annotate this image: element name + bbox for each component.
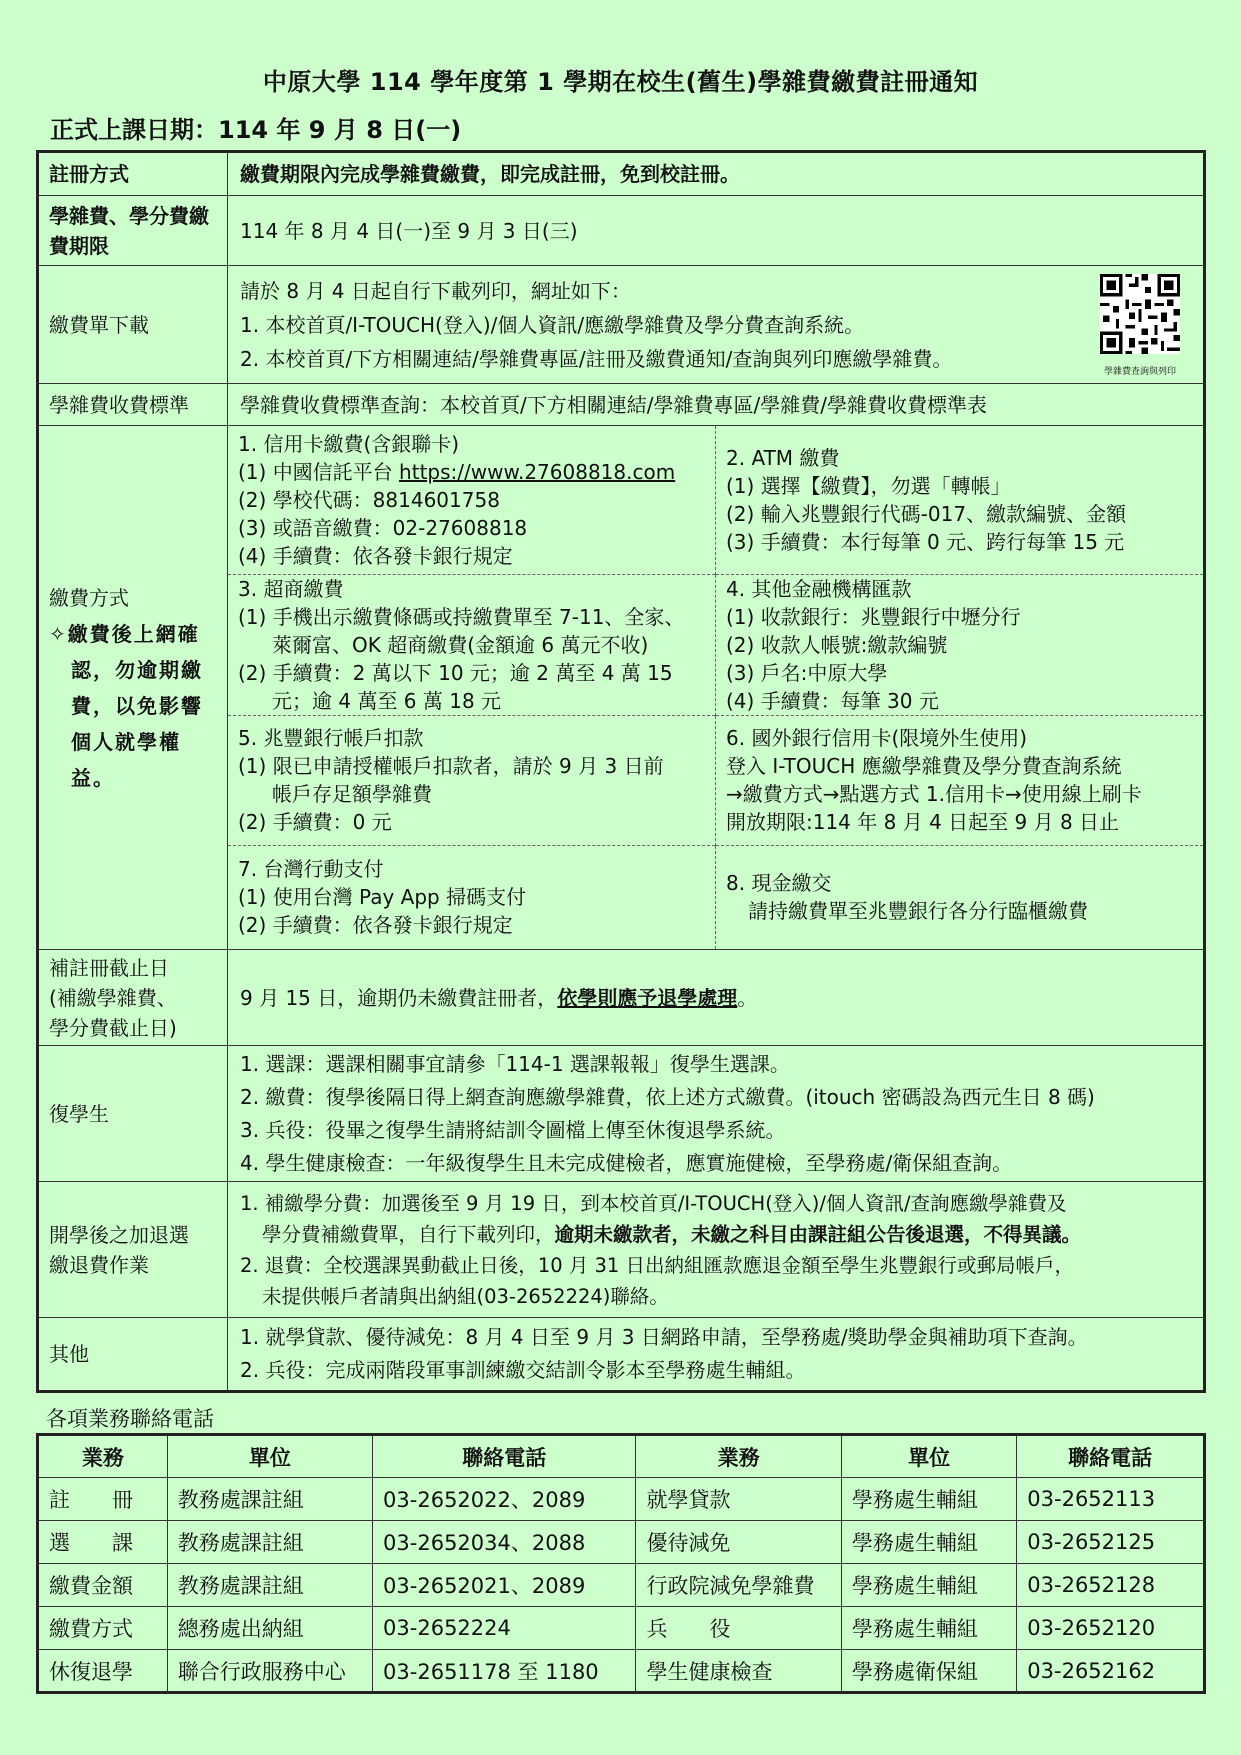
methods-note-line: 認，勿逾期繳 xyxy=(71,657,203,682)
method-line xyxy=(238,458,705,486)
contacts-header: 聯絡電話 xyxy=(373,1435,636,1478)
method-foreign-card xyxy=(716,715,1204,845)
contact-service: 就學貸款 xyxy=(636,1478,841,1521)
adddrop-line: 未提供帳戶者請與出納組(03-2652224)聯絡。 xyxy=(262,1284,669,1308)
method-line: 帳戶存足額學雜費 xyxy=(272,782,432,806)
method-line: (3) 戶名:中原大學 xyxy=(726,660,888,685)
adddrop-label-line: 繳退費作業 xyxy=(49,1252,149,1277)
contact-unit: 總務處出納組 xyxy=(167,1607,372,1650)
table-row xyxy=(38,1478,1205,1521)
method-credit-card xyxy=(228,426,716,574)
deadline-text: 114 年 8 月 4 日(一)至 9 月 3 日(三) xyxy=(228,196,1205,266)
methods-grid-cell xyxy=(228,426,1205,950)
contact-unit: 聯合行政服務中心 xyxy=(167,1650,372,1693)
contacts-table xyxy=(36,1433,1206,1694)
resume-line: 3. 兵役：役畢之復學生請將結訓令圖檔上傳至休復退學系統。 xyxy=(240,1117,786,1142)
method-line: (1) 手機出示繳費條碼或持繳費單至 7-11、全家、 xyxy=(238,604,685,629)
row-resume-students xyxy=(38,1046,1205,1182)
method-title: 4. 其他金融機構匯款 xyxy=(726,576,912,601)
standard-text: 學雜費收費標準查詢：本校首頁/下方相關連結/學雜費專區/學雜費/學雜費收費標準表 xyxy=(228,384,1205,426)
contact-service: 選 課 xyxy=(38,1521,168,1564)
contact-service: 行政院減免學雜費 xyxy=(636,1564,841,1607)
download-line: 請於 8 月 4 日起自行下載列印，網址如下： xyxy=(240,278,631,303)
method-line: (2) 手續費：依各發卡銀行規定 xyxy=(238,913,513,938)
contacts-header: 業務 xyxy=(38,1435,168,1478)
contact-unit: 教務處課註組 xyxy=(167,1521,372,1564)
contact-service: 繳費方式 xyxy=(38,1607,168,1650)
method-line: (3) 或語音繳費：02-27608818 xyxy=(238,515,528,540)
late-label xyxy=(38,950,228,1046)
method-line: 請持繳費單至兆豐銀行各分行臨櫃繳費 xyxy=(748,899,1088,924)
contact-unit: 學務處生輔組 xyxy=(841,1521,1016,1564)
contacts-header-row xyxy=(38,1435,1205,1478)
other-label: 其他 xyxy=(38,1318,228,1392)
resume-content xyxy=(228,1046,1205,1182)
resume-line: 1. 選課：選課相關事宜請參「114-1 選課報報」復學生選課。 xyxy=(240,1051,790,1076)
resume-line: 2. 繳費：復學後隔日得上網查詢應繳學雜費，依上述方式繳費。(itouch 密碼設為西元生日 8 碼) xyxy=(240,1084,1095,1109)
method-remittance xyxy=(716,574,1204,715)
download-line: 1. 本校首頁/I-TOUCH(登入)/個人資訊/應繳學雜費及學分費查詢系統。 xyxy=(240,312,865,337)
contacts-header: 業務 xyxy=(636,1435,841,1478)
method-title: 8. 現金繳交 xyxy=(726,871,832,896)
other-line: 1. 就學貸款、優待減免：8 月 4 日至 9 月 3 日網路申請，至學務處/獎助學金與補助項下查詢。 xyxy=(240,1325,1088,1349)
method-line: →繳費方式→點選方式 1.信用卡→使用線上刷卡 xyxy=(726,782,1142,806)
late-label-line: (補繳學雜費、 xyxy=(49,985,177,1010)
method-line: 萊爾富、OK 超商繳費(金額逾 6 萬元不收) xyxy=(272,632,649,657)
adddrop-line xyxy=(240,1219,1191,1250)
row-download xyxy=(38,266,1205,384)
method-line: (1) 限已申請授權帳戶扣款者，請於 9 月 3 日前 xyxy=(238,754,664,778)
method-atm xyxy=(716,426,1204,574)
qr-code-icon[interactable] xyxy=(1100,274,1180,354)
contact-unit: 教務處課註組 xyxy=(167,1478,372,1521)
download-content xyxy=(228,266,1205,384)
method-title: 5. 兆豐銀行帳戶扣款 xyxy=(238,726,424,750)
contact-phone: 03-2652113 xyxy=(1017,1478,1205,1521)
resume-label: 復學生 xyxy=(38,1046,228,1182)
method-line: (2) 手續費：2 萬以下 10 元；逾 2 萬至 4 萬 15 xyxy=(238,660,673,685)
contact-phone: 03-2652034、2088 xyxy=(373,1521,636,1564)
table-row xyxy=(38,1564,1205,1607)
late-text-suffix: 。 xyxy=(737,985,758,1010)
notice-table xyxy=(36,150,1206,1393)
row-standard xyxy=(38,384,1205,426)
contact-phone: 03-2652128 xyxy=(1017,1564,1205,1607)
contact-service: 優待減免 xyxy=(636,1521,841,1564)
methods-note-line: 費，以免影響 xyxy=(71,693,203,718)
credit-card-link[interactable]: https://www.27608818.com xyxy=(399,459,676,484)
method-mobile-pay xyxy=(228,845,716,949)
method-line: (1) 收款銀行：兆豐銀行中壢分行 xyxy=(726,604,1021,629)
contacts-header: 單位 xyxy=(841,1435,1016,1478)
register-text: 繳費期限內完成學雜費繳費，即完成註冊，免到校註冊。 xyxy=(228,152,1205,196)
methods-label-cell xyxy=(38,426,228,950)
method-cash xyxy=(716,845,1204,949)
other-line: 2. 兵役：完成兩階段軍事訓練繳交結訓令影本至學務處生輔組。 xyxy=(240,1358,806,1382)
table-row xyxy=(38,1607,1205,1650)
method-line: 登入 I-TOUCH 應繳學雜費及學分費查詢系統 xyxy=(726,754,1122,778)
method-line: (1) 使用台灣 Pay App 掃碼支付 xyxy=(238,885,527,910)
methods-label: 繳費方式 xyxy=(49,585,129,610)
method-line: (4) 手續費：每筆 30 元 xyxy=(726,688,939,713)
methods-note-line: 個人就學權 xyxy=(71,729,181,754)
download-line: 2. 本校首頁/下方相關連結/學雜費專區/註冊及繳費通知/查詢與列印應繳學雜費。 xyxy=(240,346,953,371)
method-convenience-store xyxy=(228,574,716,715)
contact-phone: 03-2652125 xyxy=(1017,1521,1205,1564)
late-label-line: 學分費截止日) xyxy=(49,1015,177,1040)
other-content xyxy=(228,1318,1205,1392)
adddrop-line: 2. 退費：全校選課異動截止日後，10 月 31 日出納組匯款應退金額至學生兆豐銀行或郵局帳戶， xyxy=(240,1253,1075,1277)
late-label-line: 補註冊截止日 xyxy=(49,955,169,980)
resume-line: 4. 學生健康檢查：一年級復學生且未完成健檢者，應實施健檢，至學務處/衛保組查詢。 xyxy=(240,1150,1013,1175)
page-title: 中原大學 114 學年度第 1 學期在校生(舊生)學雜費繳費註冊通知 xyxy=(262,68,979,96)
contact-phone: 03-2652162 xyxy=(1017,1650,1205,1693)
row-methods xyxy=(38,426,1205,950)
contact-unit: 學務處衛保組 xyxy=(841,1650,1016,1693)
register-label: 註冊方式 xyxy=(38,152,228,196)
row-other xyxy=(38,1318,1205,1392)
download-label: 繳費單下載 xyxy=(38,266,228,384)
adddrop-line: 1. 補繳學分費：加選後至 9 月 19 日，到本校首頁/I-TOUCH(登入)/個人資訊/查詢應繳學雜費及 xyxy=(240,1191,1067,1215)
adddrop-label xyxy=(38,1182,228,1318)
method-title: 6. 國外銀行信用卡(限境外生使用) xyxy=(726,726,1028,750)
contact-unit: 學務處生輔組 xyxy=(841,1564,1016,1607)
method-line: (1) 選擇【繳費】，勿選「轉帳」 xyxy=(726,473,1011,498)
methods-grid xyxy=(228,426,1203,949)
contacts-header: 單位 xyxy=(167,1435,372,1478)
methods-note-line: 益。 xyxy=(71,765,115,790)
row-deadline xyxy=(38,196,1205,266)
late-text xyxy=(228,950,1205,1046)
method-line: (4) 手續費：依各發卡銀行規定 xyxy=(238,543,513,568)
method-line: (2) 輸入兆豐銀行代碼-017、繳款編號、金額 xyxy=(726,501,1127,526)
methods-note-line: ✧繳費後上網確 xyxy=(49,621,200,646)
standard-label: 學雜費收費標準 xyxy=(38,384,228,426)
contact-phone: 03-2652021、2089 xyxy=(373,1564,636,1607)
methods-note xyxy=(49,616,215,796)
adddrop-line-emphasis: 逾期未繳款者，未繳之科目由課註組公告後退選，不得異議。 xyxy=(554,1222,1082,1246)
row-add-drop xyxy=(38,1182,1205,1318)
table-row xyxy=(38,1521,1205,1564)
deadline-label: 學雜費、學分費繳費期限 xyxy=(38,196,228,266)
contact-service: 兵 役 xyxy=(636,1607,841,1650)
qr-code-block[interactable] xyxy=(1095,274,1185,378)
method-line: (3) 手續費：本行每筆 0 元、跨行每筆 15 元 xyxy=(726,529,1125,554)
row-late-registration xyxy=(38,950,1205,1046)
late-text-emphasis: 依學則應予退學處理 xyxy=(557,985,738,1010)
start-date: 正式上課日期：114 年 9 月 8 日(一) xyxy=(50,116,462,144)
method-line: (2) 收款人帳號:繳款編號 xyxy=(726,632,948,657)
contact-service: 休復退學 xyxy=(38,1650,168,1693)
method-account-debit xyxy=(228,715,716,845)
method-line: (2) 學校代碼：8814601758 xyxy=(238,487,500,512)
contacts-title: 各項業務聯絡電話 xyxy=(46,1407,214,1431)
contact-phone: 03-2652224 xyxy=(373,1607,636,1650)
qr-caption: 學雜費查詢與列印 xyxy=(1103,367,1176,377)
contact-phone: 03-2651178 至 1180 xyxy=(373,1650,636,1693)
method-line-prefix: (1) 中國信託平台 xyxy=(238,459,400,484)
contacts-header: 聯絡電話 xyxy=(1017,1435,1205,1478)
method-line: 元；逾 4 萬至 6 萬 18 元 xyxy=(272,688,502,713)
row-register xyxy=(38,152,1205,196)
contact-service: 繳費金額 xyxy=(38,1564,168,1607)
adddrop-label-line: 開學後之加退選 xyxy=(49,1222,189,1247)
contact-phone: 03-2652022、2089 xyxy=(373,1478,636,1521)
method-title: 2. ATM 繳費 xyxy=(726,445,840,470)
method-line: (2) 手續費：0 元 xyxy=(238,810,392,834)
contact-phone: 03-2652120 xyxy=(1017,1607,1205,1650)
method-title: 3. 超商繳費 xyxy=(238,576,344,601)
method-title: 1. 信用卡繳費(含銀聯卡) xyxy=(238,431,460,456)
contact-service: 註 冊 xyxy=(38,1478,168,1521)
contact-unit: 學務處生輔組 xyxy=(841,1478,1016,1521)
adddrop-content xyxy=(228,1182,1205,1318)
contact-unit: 教務處課註組 xyxy=(167,1564,372,1607)
method-line: 開放期限:114 年 8 月 4 日起至 9 月 8 日止 xyxy=(726,810,1120,834)
contact-unit: 學務處生輔組 xyxy=(841,1607,1016,1650)
table-row xyxy=(38,1650,1205,1693)
contact-service: 學生健康檢查 xyxy=(636,1650,841,1693)
method-title: 7. 台灣行動支付 xyxy=(238,857,384,882)
adddrop-line-prefix: 學分費補繳費單，自行下載列印， xyxy=(262,1222,555,1246)
late-text-prefix: 9 月 15 日，逾期仍未繳費註冊者， xyxy=(240,985,558,1010)
